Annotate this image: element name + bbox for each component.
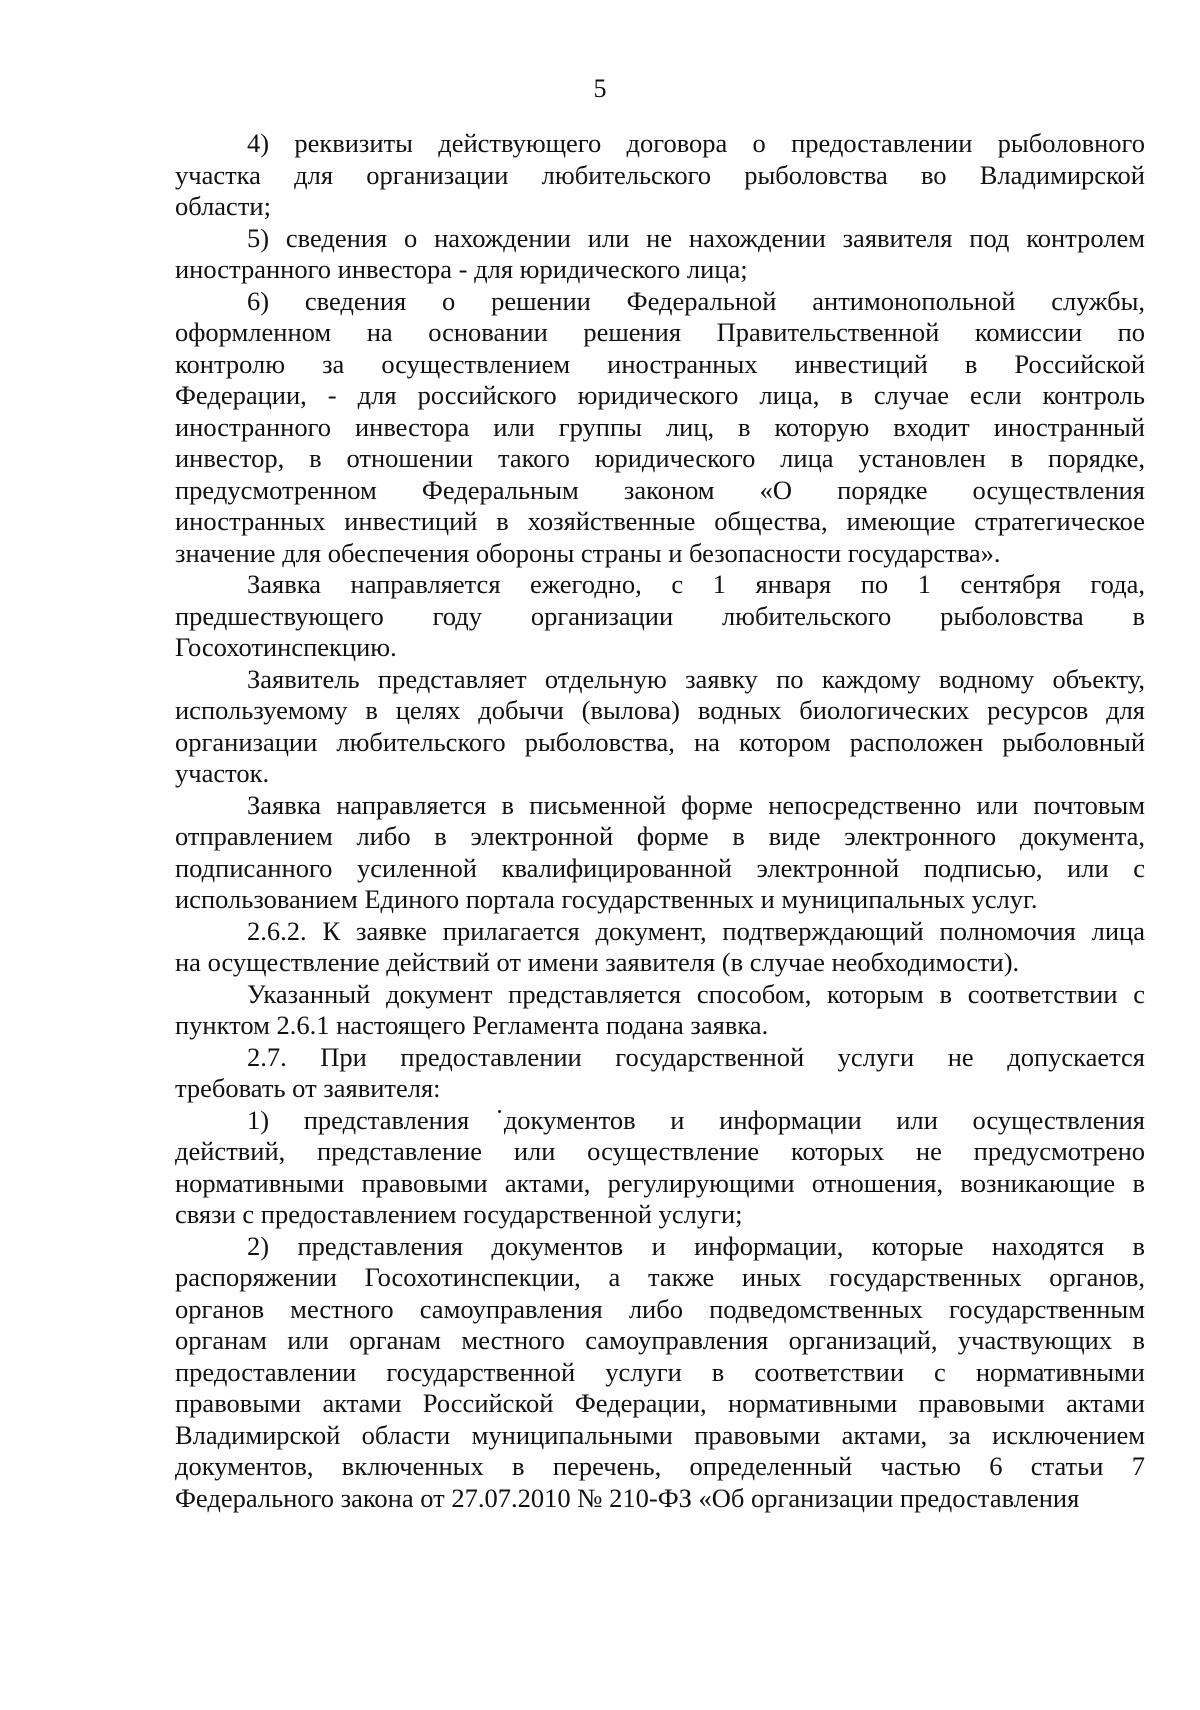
text-line: 2) представления документов и информации, которые находятся в (247, 1230, 1145, 1261)
text-line: предоставлении государственной услуги в соответствии с нормативными (175, 1356, 1145, 1387)
text-line: 1) представления документов и информации или осуществления (247, 1104, 1145, 1135)
text-line: организации любительского рыболовства, на котором расположен рыболовный (175, 726, 1145, 757)
paragraph (175, 569, 1145, 664)
text-line: на осуществление действий от имени заявителя (в случае необходимости). (175, 947, 1020, 977)
text-line: иностранного инвестора или группы лиц, в которую входит иностранный (175, 411, 1145, 442)
text-line: Указанный документ представляется способом, которым в соответствии с (247, 978, 1145, 1009)
text-line: распоряжении Госохотинспекции, а также иных государственных органов, (175, 1262, 1145, 1292)
text-line: 4) реквизиты действующего договора о предоставлении рыболовного (247, 128, 1145, 158)
text-line: правовыми актами Российской Федерации, нормативными правовыми актами (175, 1388, 1145, 1418)
text-line: области; (175, 191, 271, 221)
paragraph (175, 664, 1145, 790)
text-line: Госохотинспекцию. (175, 632, 397, 662)
text-line: значение для обеспечения обороны страны и безопасности государства». (175, 537, 1001, 568)
paragraph (175, 1231, 1145, 1515)
text-line: действий, представление или осуществление которых не предусмотрено (175, 1136, 1145, 1166)
paragraph (175, 790, 1145, 916)
paragraph (175, 1042, 1145, 1105)
text-line: документов, включенных в перечень, определенный частью 6 статьи 7 (175, 1451, 1145, 1481)
paragraph (175, 1105, 1145, 1231)
text-line: связи с предоставлением государственной услуги; (175, 1199, 743, 1229)
text-line: Заявка направляется в письменной форме непосредственно или почтовым (247, 789, 1145, 820)
text-line: использованием Единого портала государственных и муниципальных услуг. (175, 884, 1038, 914)
text-line: 2.7. При предоставлении государственной услуги не допускается (247, 1041, 1145, 1072)
text-line: Федерального закона от 27.07.2010 № 210-ФЗ «Об организации предоставления (175, 1482, 1080, 1513)
text-line: Владимирской области муниципальными правовыми актами, за исключением (175, 1419, 1145, 1450)
text-line: 6) сведения о решении Федеральной антимонопольной службы, (247, 285, 1145, 316)
text-line: 5) сведения о нахождении или не нахождении заявителя под контролем (247, 222, 1145, 253)
text-line: 2.6.2. К заявке прилагается документ, подтверждающий полномочия лица (247, 915, 1145, 946)
text-line: иностранного инвестора - для юридического лица; (175, 254, 748, 284)
text-line: иностранных инвестиций в хозяйственные общества, имеющие стратегическое (175, 506, 1145, 536)
text-line: подписанного усиленной квалифицированной электронной подписью, или с (175, 852, 1145, 883)
text-line: требовать от заявителя: (175, 1073, 441, 1103)
paragraph (175, 286, 1145, 570)
text-line: используемому в целях добычи (вылова) водных биологических ресурсов для (175, 695, 1145, 725)
paragraph (175, 223, 1145, 286)
text-line: оформленном на основании решения Правительственной комиссии по (175, 317, 1145, 347)
text-line: предусмотренном Федеральным законом «О порядке осуществления (175, 474, 1145, 505)
text-line: инвестор, в отношении такого юридического лица установлен в порядке, (175, 443, 1145, 473)
text-line: контролю за осуществлением иностранных инвестиций в Российской (175, 348, 1145, 379)
document-body (175, 128, 1145, 1514)
paragraph (175, 916, 1145, 979)
paragraph (175, 979, 1145, 1042)
text-line: органов местного самоуправления либо подведомственных государственным (175, 1293, 1145, 1324)
text-line: нормативными правовыми актами, регулирующими отношения, возникающие в (175, 1167, 1145, 1198)
paragraph (175, 128, 1145, 223)
page-number: 5 (593, 74, 607, 103)
text-line: органам или органам местного самоуправления организаций, участвующих в (175, 1325, 1145, 1355)
text-line: пунктом 2.6.1 настоящего Регламента подана заявка. (175, 1010, 769, 1040)
text-line: Заявитель представляет отдельную заявку по каждому водному объекту, (247, 663, 1145, 694)
text-line: предшествующего году организации любительского рыболовства в (175, 600, 1145, 631)
text-line: отправлением либо в электронной форме в виде электронного документа, (175, 821, 1145, 851)
text-line: Заявка направляется ежегодно, с 1 января по 1 сентября года, (247, 569, 1145, 599)
text-line: Федерации, - для российского юридического лица, в случае если контроль (175, 380, 1145, 410)
text-line: участка для организации любительского рыболовства во Владимирской (175, 159, 1145, 190)
text-line: участок. (175, 758, 270, 788)
